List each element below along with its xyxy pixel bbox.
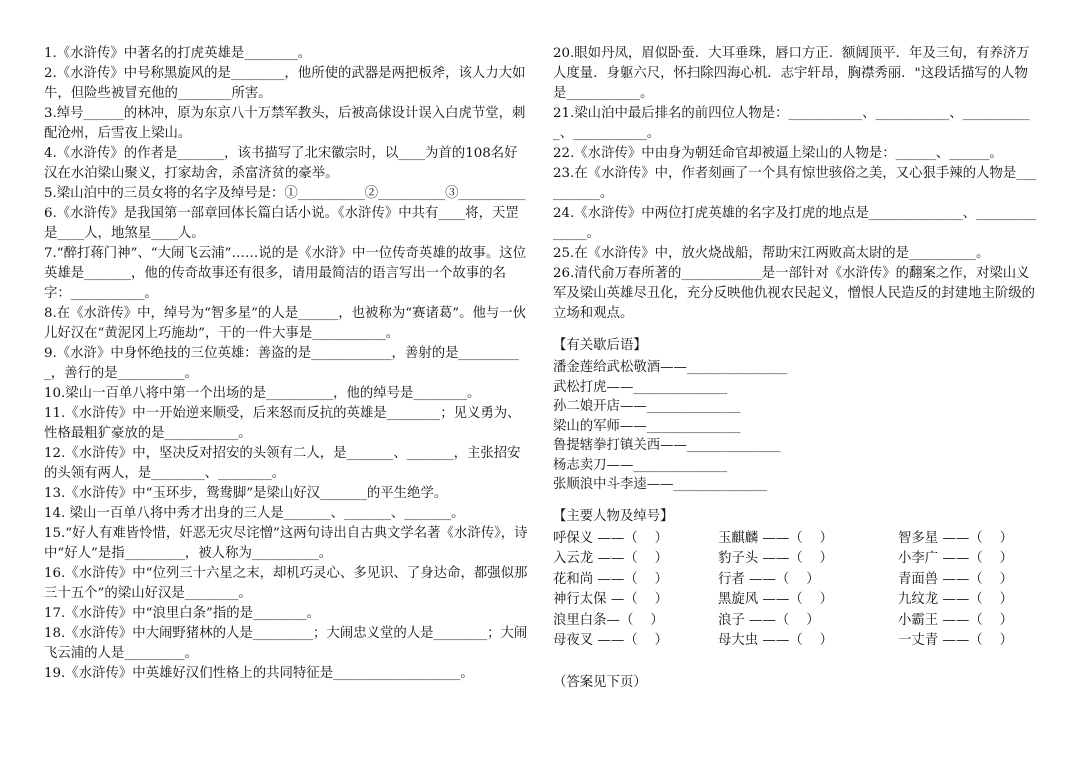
nickname-item: 浪里白条—（ ） bbox=[553, 612, 664, 628]
question-18: 18.《水浒传》中大闹野猪林的人是_________；大闹忠义堂的人是________；大闹飞云浦的人是_________。 bbox=[44, 626, 528, 661]
nickname-item: 智多星 ——（ ） bbox=[898, 530, 1014, 546]
question-13: 13.《水浒传》中“玉环步，鸳鸯脚”是梁山好汉_______的平生绝学。 bbox=[44, 486, 448, 501]
question-11: 11.《水浒传》中一开始逆来顺受，后来怒而反抗的英雄是________；见义勇为、性格最粗犷豪放的是___________。 bbox=[44, 406, 521, 441]
nickname-item: 花和尚 ——（ ） bbox=[553, 571, 669, 587]
question-23: 23.在《水浒传》中，作者刻画了一个具有惊世骇俗之美，又心狠手辣的人物是__________。 bbox=[553, 166, 1037, 201]
question-15: 15.“好人有难皆怜惜，奸恶无灾尽诧憎”这两句诗出自古典文学名著《水浒传》，诗中“好人”是指_________，被人称为__________。 bbox=[44, 526, 528, 561]
question-10: 10.梁山一百单八将中第一个出场的是__________，他的绰号是________。 bbox=[44, 386, 481, 401]
nickname-item: 黑旋风 ——（ ） bbox=[718, 592, 834, 607]
nickname-item: 小李广 ——（ ） bbox=[898, 551, 1014, 566]
question-19: 19.《水浒传》中英雄好汉们性格上的共同特征是___________________。 bbox=[44, 666, 474, 681]
xiehouyu-item: 梁山的军师——______________ bbox=[553, 418, 741, 434]
xiehouyu-item: 张顺浪中斗李逵——______________ bbox=[553, 477, 768, 492]
nickname-item: 九纹龙 ——（ ） bbox=[898, 592, 1014, 607]
nicknames-heading: 【主要人物及绰号】 bbox=[553, 508, 674, 524]
question-17: 17.《水浒传》中“浪里白条”指的是________。 bbox=[44, 606, 321, 621]
question-22: 22.《水浒传》中由身为朝廷命官却被逼上梁山的人物是：______、______。 bbox=[553, 146, 1003, 161]
nickname-item: 神行太保 —（ ） bbox=[553, 592, 669, 607]
question-5: 5.梁山泊中的三员女将的名字及绰号是：①__________②__________③__________ bbox=[44, 186, 526, 201]
question-4: 4.《水浒传》的作者是_______，该书描写了北宋徽宗时，以____为首的108名好汉在水泊梁山聚义，打家劫舍，杀富济贫的豪举。 bbox=[44, 146, 518, 181]
question-6: 6.《水浒传》是我国第一部章回体长篇白话小说。《水浒传》中共有____将，天罡是____人，地煞星____人。 bbox=[44, 206, 519, 241]
nickname-item: 小霸王 ——（ ） bbox=[898, 612, 1014, 628]
question-12: 12.《水浒传》中，坚决反对招安的头领有二人，是_______、_______，主张招安的头领有两人，是________、________。 bbox=[44, 446, 521, 481]
nickname-item: 入云龙 ——（ ） bbox=[553, 551, 669, 566]
question-21: 21.梁山泊中最后排名的前四位人物是：___________、___________、___________、___________。 bbox=[553, 106, 1030, 141]
xiehouyu-item: 孙二娘开店——______________ bbox=[553, 399, 741, 414]
xiehouyu-item: 杨志卖刀——______________ bbox=[553, 457, 728, 473]
question-9: 9.《水浒》中身怀绝技的三位英雄：善盗的是____________，善射的是__________，善行的是__________。 bbox=[44, 346, 519, 381]
xiehouyu-item: 潘金莲给武松敬酒——_______________ bbox=[553, 360, 788, 375]
question-20: 20.眼如丹凤，眉似卧蚕．大耳垂珠，唇口方正．额阔顶平．年及三旬，有养济万人度量．身躯六尺，怀扫除四海心机．志宇轩昂，胸襟秀丽．"这段话描写的人物是___________。 bbox=[553, 46, 1030, 101]
nickname-item: 青面兽 ——（ ） bbox=[898, 571, 1014, 587]
question-14: 14. 梁山一百单八将中秀才出身的三人是_______、_______、_______。 bbox=[44, 506, 465, 521]
question-16: 16.《水浒传》中“位列三十六星之末，却机巧灵心、多见识、了身达命，都强似那三十五个”的梁山好汉是________。 bbox=[44, 566, 528, 601]
nickname-grid bbox=[553, 529, 1038, 651]
question-26: 26.清代俞万春所著的____________是一部针对《水浒传》的翻案之作，对梁山义军及梁山英雄尽丑化，充分反映他仇视农民起义，憎恨人民造反的封建地主阶级的立场和观点。 bbox=[553, 266, 1036, 321]
nickname-item: 豹子头 ——（ ） bbox=[718, 551, 834, 566]
question-1: 1.《水浒传》中著名的打虎英雄是________。 bbox=[44, 46, 312, 61]
nickname-item: 行者 ——（ ） bbox=[718, 571, 820, 587]
xiehouyu-item: 武松打虎——______________ bbox=[553, 379, 728, 395]
nickname-item: 母夜叉 ——（ ） bbox=[553, 633, 669, 648]
nickname-item: 浪子 ——（ ） bbox=[718, 612, 820, 628]
nickname-item: 一丈青 ——（ ） bbox=[898, 633, 1014, 648]
answer-note: （答案见下页） bbox=[553, 674, 647, 690]
left-column bbox=[44, 44, 530, 684]
nickname-item: 呼保义 ——（ ） bbox=[553, 530, 669, 546]
question-8: 8.在《水浒传》中，绰号为“智多星”的人是______，也被称为“赛诸葛”。他与一伙儿好汉在“黄泥冈上巧施劫”，干的一件大事是___________。 bbox=[44, 306, 527, 341]
nickname-item: 母大虫 ——（ ） bbox=[718, 633, 834, 648]
question-25: 25.在《水浒传》中，放火烧战船，帮助宋江两败高太尉的是__________。 bbox=[553, 246, 990, 261]
question-24: 24.《水浒传》中两位打虎英雄的名字及打虎的地点是______________、______________。 bbox=[553, 206, 1037, 241]
question-2: 2.《水浒传》中号称黑旋风的是________，他所使的武器是两把板斧，该人力大如牛，但险些被冒充他的________所害。 bbox=[44, 66, 526, 101]
question-3: 3.绰号______的林冲，原为东京八十万禁军教头，后被高俅设计误入白虎节堂，刺配沧州，后雪夜上梁山。 bbox=[44, 106, 526, 141]
xiehouyu-item: 鲁提辖拳打镇关西——______________ bbox=[553, 438, 781, 453]
nickname-item: 玉麒麟 ——（ ） bbox=[718, 530, 834, 546]
question-7: 7.“醉打蒋门神”、“大闹飞云浦”……说的是《水浒》中一位传奇英雄的故事。这位英雄是_______，他的传奇故事还有很多，请用最简洁的语言写出一个故事的名字：___________。 bbox=[44, 246, 527, 301]
xiehouyu-heading: 【有关歇后语】 bbox=[553, 338, 647, 353]
right-column bbox=[553, 44, 1038, 693]
